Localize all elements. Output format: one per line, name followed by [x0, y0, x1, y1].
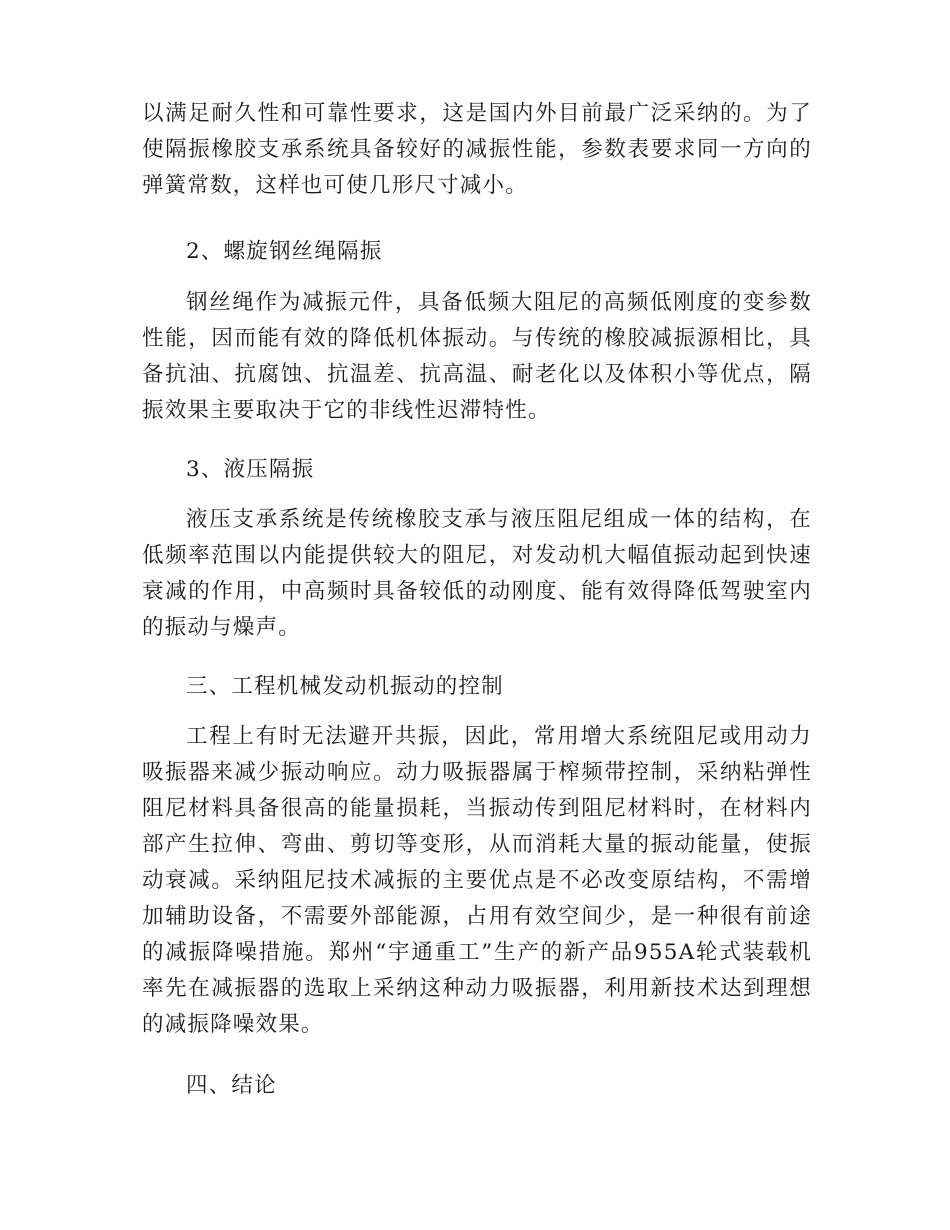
paragraph-wire-rope: 钢丝绳作为减振元件，具备低频大阻尼的高频低刚度的变参数性能，因而能有效的降低机体振动。与传统的橡胶减振源相比，具备抗油、抗腐蚀、抗温差、抗高温、耐老化以及体积小等优点，隔振效果主要取决于它的非线性迟滞特性。	[142, 290, 812, 423]
heading-vibration-control: 三、工程机械发动机振动的控制	[186, 674, 504, 699]
heading-hydraulic-isolation: 3、液压隔振	[186, 457, 315, 482]
heading-conclusion: 四、结论	[186, 1073, 277, 1098]
paragraph-rubber-mount-conclusion: 以满足耐久性和可靠性要求，这是国内外目前最广泛采纳的。为了使隔振橡胶支承系统具备较好的减振性能，参数表要求同一方向的弹簧常数，这样也可使几形尺寸减小。	[142, 101, 812, 198]
paragraph-vibration-absorber: 工程上有时无法避开共振，因此，常用增大系统阻尼或用动力吸振器来减少振动响应。动力吸振器属于榨频带控制，采纳粘弹性阻尼材料具备很高的能量损耗，当振动传到阻尼材料时，在材料内部产生拉伸、弯曲、剪切等变形，从而消耗大量的振动能量，使振动衰减。采纳阻尼技术减振的主要优点是不必改变原结构，不需增加辅助设备，不需要外部能源，占用有效空间少，是一种很有前途的减振降噪措施。郑州“宇通重工”生产的新产品955A轮式装载机率先在减振器的选取上采纳这种动力吸振器，利用新技术达到理想的减振降噪效果。	[142, 724, 812, 1037]
paragraph-hydraulic: 液压支承系统是传统橡胶支承与液压阻尼组成一体的结构，在低频率范围以内能提供较大的阻尼，对发动机大幅值振动起到快速衰减的作用，中高频时具备较低的动刚度、能有效得降低驾驶室内的振动与燥声。	[142, 507, 812, 640]
heading-wire-rope-isolation: 2、螺旋钢丝绳隔振	[186, 239, 383, 264]
